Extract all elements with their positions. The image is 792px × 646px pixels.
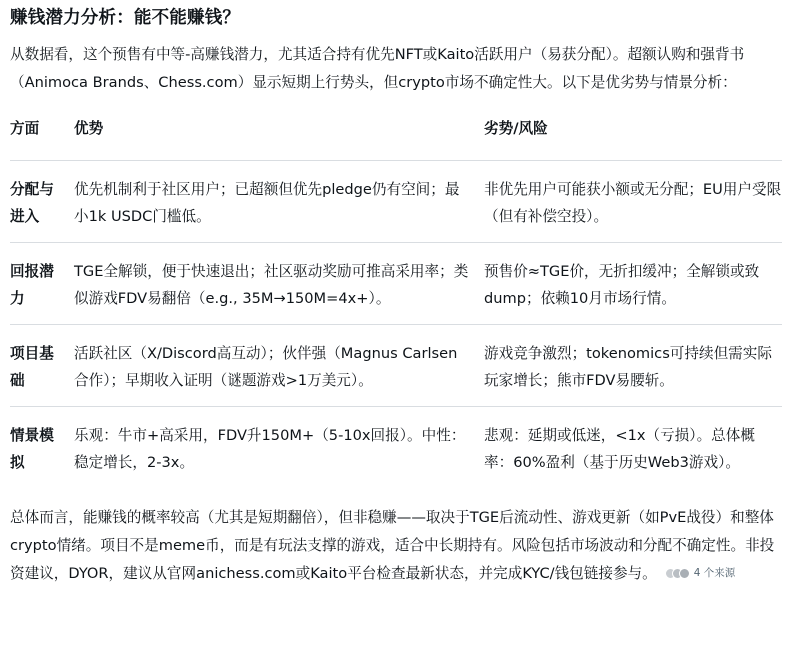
row-aspect: 情景模拟 bbox=[10, 427, 54, 471]
table-row bbox=[10, 325, 782, 407]
table-row bbox=[10, 243, 782, 325]
row-advantages: 活跃社区（X/Discord高互动）；伙伴强（Magnus Carlsen合作）；早期收入证明（谜题游戏>1万美元）。 bbox=[74, 345, 458, 389]
table-header-row bbox=[10, 115, 782, 161]
header-advantages: 优势 bbox=[74, 115, 484, 161]
summary-text: 总体而言，能赚钱的概率较高（尤其是短期翻倍），但非稳赚——取决于TGE后流动性、游戏更新（如PvE战役）和整体crypto情绪。项目不是meme币，而是有玩法支撑的游戏，适合中长期持有。风险包括市场波动和分配不确定性。非投资建议，DYOR，建议从官网anichess.com或Kaito平台检查最新状态，并完成KYC/钱包链接参与。 bbox=[10, 509, 775, 582]
table-row bbox=[10, 407, 782, 489]
sources-button[interactable] bbox=[665, 559, 736, 587]
row-disadvantages: 游戏竞争激烈；tokenomics可持续但需实际玩家增长；熊市FDV易腰斩。 bbox=[484, 345, 772, 389]
row-aspect: 项目基础 bbox=[10, 345, 54, 389]
row-aspect: 回报潜力 bbox=[10, 263, 54, 307]
comparison-table bbox=[10, 115, 782, 488]
section-heading: 赚钱潜力分析：能不能赚钱？ bbox=[10, 8, 241, 28]
row-advantages: TGE全解锁，便于快速退出；社区驱动奖励可推高采用率；类似游戏FDV易翻倍（e.g., 35M→150M=4x+）。 bbox=[74, 263, 469, 307]
sources-label: 4 个来源 bbox=[693, 567, 736, 579]
summary-paragraph bbox=[10, 504, 782, 588]
row-disadvantages: 悲观：延期或低迷，<1x（亏损）。总体概率：60%盈利（基于历史Web3游戏）。 bbox=[484, 427, 755, 471]
source-favicons bbox=[665, 568, 690, 579]
row-aspect: 分配与进入 bbox=[10, 181, 54, 225]
table-row bbox=[10, 161, 782, 243]
source-favicon-icon bbox=[679, 568, 690, 579]
row-advantages: 优先机制利于社区用户；已超额但优先pledge仍有空间；最小1k USDC门槛低。 bbox=[74, 181, 460, 225]
row-advantages: 乐观：牛市+高采用，FDV升150M+（5-10x回报）。中性：稳定增长，2-3x。 bbox=[74, 427, 466, 471]
header-aspect: 方面 bbox=[10, 115, 74, 161]
row-disadvantages: 非优先用户可能获小额或无分配；EU用户受限（但有补偿空投）。 bbox=[484, 181, 782, 225]
row-disadvantages: 预售价≈TGE价，无折扣缓冲；全解锁或致dump；依赖10月市场行情。 bbox=[484, 263, 760, 307]
intro-paragraph: 从数据看，这个预售有中等-高赚钱潜力，尤其适合持有优先NFT或Kaito活跃用户（易获分配）。超额认购和强背书（Animoca Brands、Chess.com）显示短期上行势头，但crypto市场不确定性大。以下是优劣势与情景分析： bbox=[10, 46, 745, 91]
header-disadvantages: 劣势/风险 bbox=[484, 115, 782, 161]
